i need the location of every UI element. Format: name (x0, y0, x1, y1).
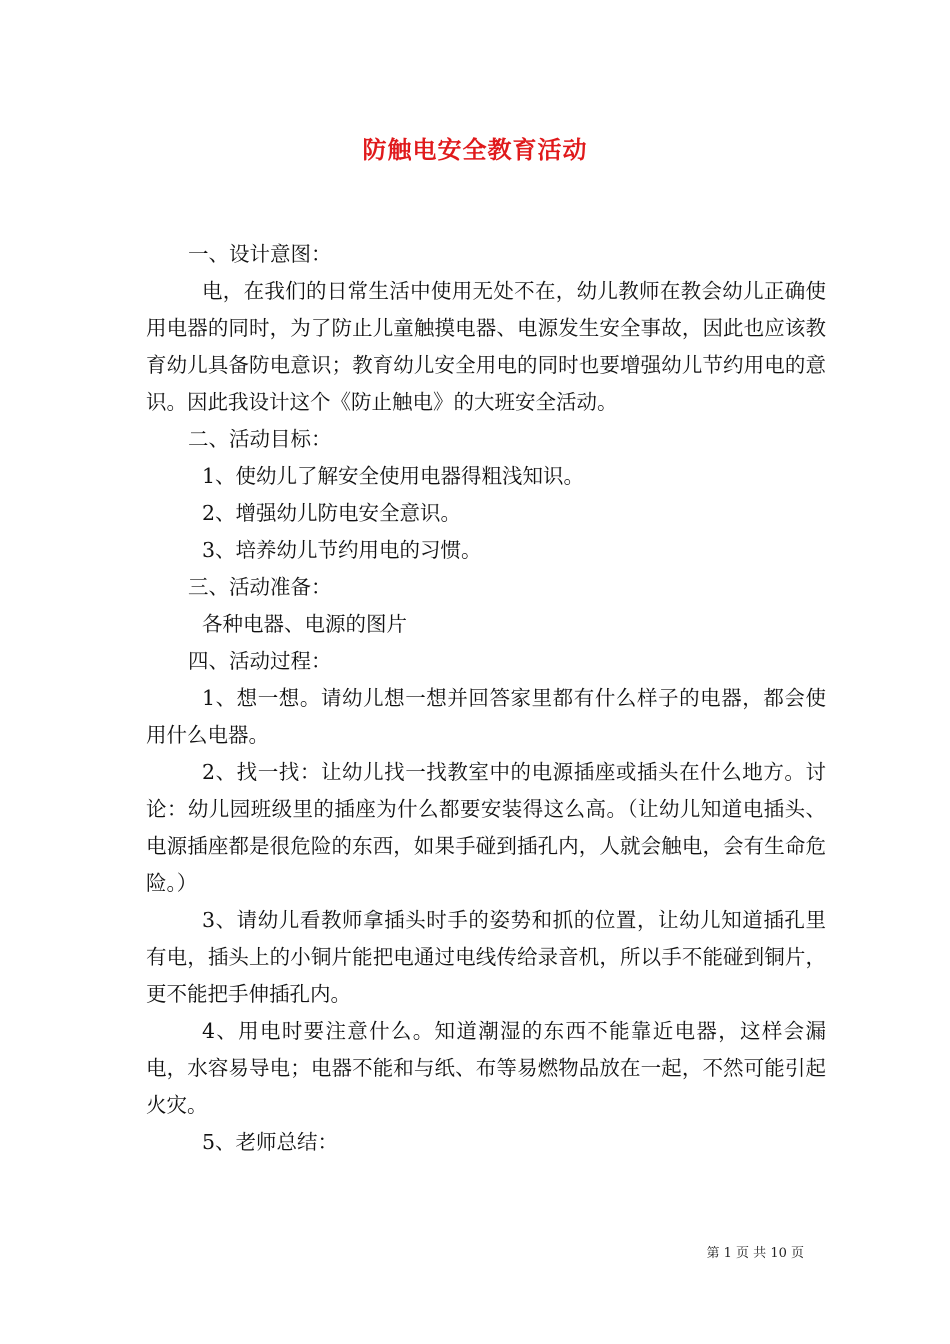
goal-item-2: 2、增强幼儿防电安全意识。 (202, 501, 462, 525)
process-step-5: 5、老师总结： (202, 1130, 339, 1154)
preparation-item: 各种电器、电源的图片 (202, 612, 407, 636)
paragraph-design-intent: 电，在我们的日常生活中使用无处不在，幼儿教师在教会幼儿正确使用电器的同时，为了防止儿童触摸电器、电源发生安全事故，因此也应该教育幼儿具备防电意识；教育幼儿安全用电的同时也要增强幼儿节约用电的意识。因此我设计这个《防止触电》的大班安全活动。 (146, 279, 826, 414)
section-heading-goals: 二、活动目标： (188, 427, 332, 451)
goal-item-1: 1、使幼儿了解安全使用电器得粗浅知识。 (202, 464, 585, 488)
section-heading-process: 四、活动过程： (188, 649, 332, 673)
document-body (146, 236, 826, 1161)
section-heading-preparation: 三、活动准备： (188, 575, 332, 599)
process-step-2: 2、找一找：让幼儿找一找教室中的电源插座或插头在什么地方。讨论：幼儿园班级里的插座为什么都要安装得这么高。（让幼儿知道电插头、电源插座都是很危险的东西，如果手碰到插孔内，人就会触电，会有生命危险。） (146, 760, 826, 895)
process-step-3: 3、请幼儿看教师拿插头时手的姿势和抓的位置，让幼儿知道插孔里有电，插头上的小铜片能把电通过电线传给录音机，所以手不能碰到铜片，更不能把手伸插孔内。 (146, 908, 826, 1006)
page-number: 第 1 页 共 10 页 (706, 1246, 804, 1261)
goal-item-3: 3、培养幼儿节约用电的习惯。 (202, 538, 482, 562)
document-title: 防触电安全教育活动 (362, 135, 588, 164)
section-heading-design-intent: 一、设计意图： (188, 242, 332, 266)
process-step-4: 4、用电时要注意什么。知道潮湿的东西不能靠近电器，这样会漏电，水容易导电；电器不能和与纸、布等易燃物品放在一起，不然可能引起火灾。 (146, 1019, 826, 1117)
process-step-1: 1、想一想。请幼儿想一想并回答家里都有什么样子的电器，都会使用什么电器。 (146, 686, 826, 747)
